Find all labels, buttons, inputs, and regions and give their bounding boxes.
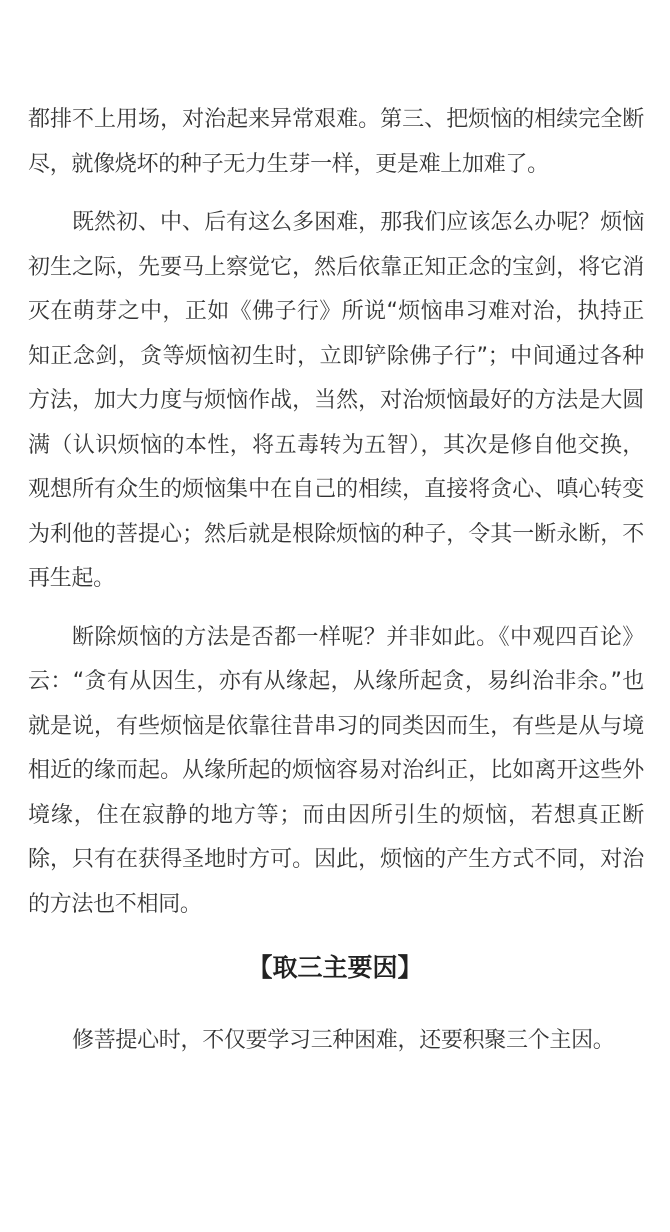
section-title: 【取三主要因】 <box>247 953 423 982</box>
closing-paragraph: 修菩提心时，不仅要学习三种困难，还要积聚三个主因。 <box>72 1028 615 1053</box>
paragraph-2: 既然初、中、后有这么多困难，那我们应该怎么办呢？烦恼初生之际，先要马上察觉它，然后依靠正知正念的宝剑，将它消灭在萌芽之中，正如《佛子行》所说“烦恼串习难对治，执持正知正念剑，贪等烦恼初生时，立即铲除佛子行”；中间通过各种方法，加大力度与烦恼作战，当然，对治烦恼最好的方法是大圆满（认识烦恼的本性，将五毒转为五智），其次是修自他交换，观想所有众生的烦恼集中在自己的相续，直接将贪心、嗔心转变为利他的菩提心；然后就是根除烦恼的种子，令其一断永断，不再生起。 <box>28 210 644 591</box>
paragraph-1: 都排不上用场，对治起来异常艰难。第三、把烦恼的相续完全断尽，就像烧坏的种子无力生芽一样，更是难上加难了。 <box>28 107 644 177</box>
paragraph-3: 断除烦恼的方法是否都一样呢？并非如此。《中观四百论》云：“贪有从因生，亦有从缘起，从缘所起贪，易纠治非余。”也就是说，有些烦恼是依靠往昔串习的同类因而生，有些是从与境相近的缘而起。从缘所起的烦恼容易对治纠正，比如离开这些外境缘，住在寂静的地方等；而由因所引生的烦恼，若想真正断除，只有在获得圣地时方可。因此，烦恼的产生方式不同，对治的方法也不相同。 <box>28 624 644 917</box>
article-body <box>28 98 644 927</box>
